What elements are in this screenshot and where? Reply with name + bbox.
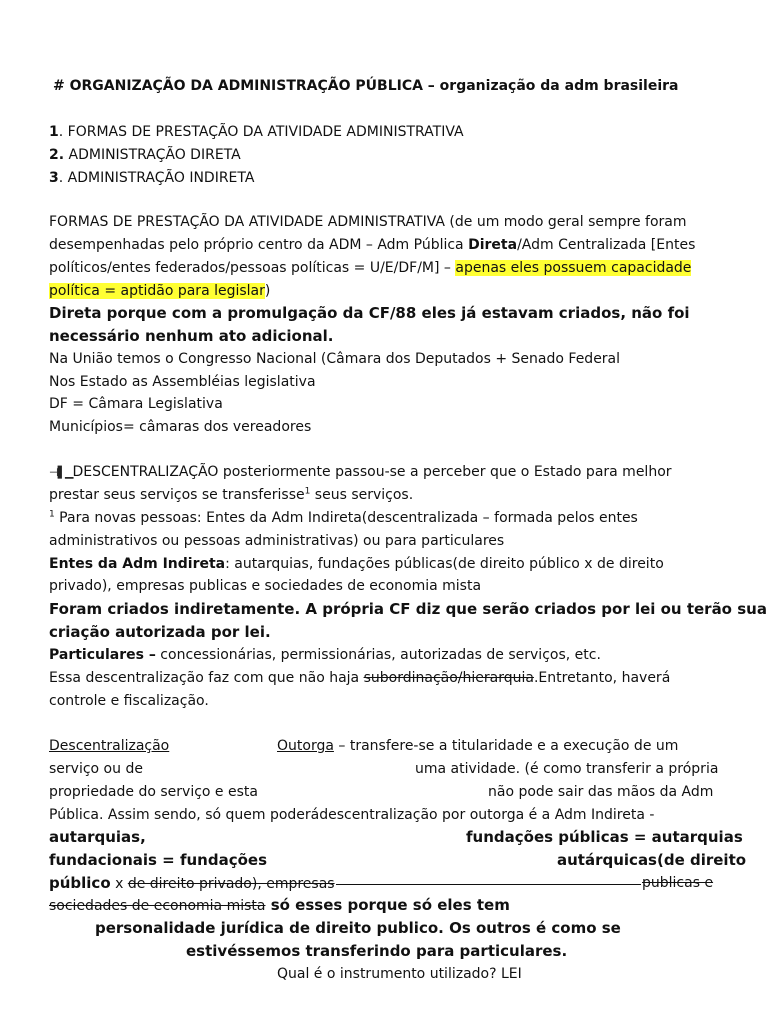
text-run: DESCENTRALIZAÇÃO posteriormente passou-se a perceber que o Estado para melhor	[72, 464, 672, 480]
highlighted-text: apenas eles possuem capacidade	[455, 260, 692, 276]
p2-line-4: administrativos ou pessoas administrativas) ou para particulares	[49, 533, 505, 549]
underlined-term: Outorga	[277, 738, 334, 754]
p3-line-5a: autarquias,	[49, 828, 146, 846]
p1-line-6: necessário nenhum ato adicional.	[49, 327, 334, 345]
text-run: desempenhadas pelo próprio centro da ADM – Adm Pública	[49, 237, 469, 253]
p1-line-10: Municípios= câmaras dos vereadores	[49, 419, 312, 435]
p3-line-4: Pública. Assim sendo, só quem poderádescentralização por outorga é a Adm Indireta -	[49, 807, 655, 823]
document-heading: # ORGANIZAÇÃO DA ADMINISTRAÇÃO PÚBLICA – organização da adm brasileira	[53, 78, 679, 94]
text-run: x	[110, 876, 128, 892]
p1-line-7: Na União temos o Congresso Nacional (Câmara dos Deputados + Senado Federal	[49, 351, 621, 367]
p1-line-9: DF = Câmara Legislativa	[49, 396, 223, 412]
p2-line-2	[49, 484, 413, 506]
outline-item-3	[49, 167, 254, 189]
text-run: políticos/entes federados/pessoas políticas = U/E/DF/M] –	[49, 260, 456, 276]
bold-term-direta: Direta	[468, 237, 518, 253]
p3-line-6a: fundacionais = fundações	[49, 851, 268, 869]
p2-line-9	[49, 644, 601, 666]
text-run: Essa descentralização faz com que não haja	[49, 670, 364, 686]
text-run: /Adm Centralizada [Entes	[517, 237, 696, 253]
p3-line-7a	[49, 872, 335, 895]
text-run: Para novas pessoas: Entes da Adm Indireta(descentralizada – formada pelos entes	[54, 510, 638, 526]
footnote-ref: 1	[49, 509, 55, 520]
underlined-heading: Descentralização	[49, 738, 170, 754]
p2-line-6: privado), empresas publicas e sociedades de economia mista	[49, 578, 482, 594]
bold-text: só esses porque só eles tem	[265, 896, 510, 914]
p1-line-3	[49, 257, 691, 279]
p2-line-1	[49, 461, 672, 484]
text-run: .Entretanto, haverá	[533, 670, 671, 686]
outline-number: 1	[49, 124, 59, 140]
struck-text: de direito privado), empresas	[127, 876, 335, 892]
text-run: prestar seus serviços se transferisse	[49, 487, 305, 503]
outline-text: . FORMAS DE PRESTAÇÃO DA ATIVIDADE ADMINISTRATIVA	[58, 124, 464, 140]
p2-line-10	[49, 667, 670, 689]
bold-term: público	[49, 874, 111, 892]
p2-line-3	[49, 507, 638, 529]
footnote-ref: 1	[304, 486, 311, 497]
outline-text: ADMINISTRAÇÃO DIRETA	[64, 147, 241, 163]
outline-text: . ADMINISTRAÇÃO INDIRETA	[58, 170, 255, 186]
anchor-marker-icon: ⊣▌▁	[49, 466, 73, 479]
bold-term: Entes da Adm Indireta	[49, 556, 226, 572]
p2-line-8: criação autorizada por lei.	[49, 623, 271, 641]
strike-line	[336, 884, 641, 885]
bold-term: Particulares –	[49, 647, 156, 663]
p3-line-3b: não pode sair das mãos da Adm	[488, 784, 714, 800]
struck-text: sociedades de economia mista	[49, 898, 266, 914]
text-run: – transfere-se a titularidade e a execução de um	[333, 738, 679, 754]
p1-line-5: Direta porque com a promulgação da CF/88 eles já estavam criados, não foi	[49, 304, 690, 322]
p3-line-11: Qual é o instrumento utilizado? LEI	[277, 966, 522, 982]
p2-line-11: controle e fiscalização.	[49, 693, 209, 709]
p1-line-1: FORMAS DE PRESTAÇÃO DA ATIVIDADE ADMINISTRATIVA (de um modo geral sempre foram	[49, 214, 687, 230]
highlighted-text: política = aptidão para legislar	[49, 283, 265, 299]
outline-item-1	[49, 121, 464, 143]
p1-line-8: Nos Estado as Assembléias legislativa	[49, 374, 316, 390]
p3-line-10: estivéssemos transferindo para particulares.	[186, 942, 568, 960]
text-run: )	[264, 283, 271, 299]
p3-line-7d: publicas e	[642, 875, 714, 891]
outline-item-2	[49, 144, 241, 166]
p3-line-1	[277, 735, 678, 757]
struck-text: subordinação/hierarquia	[363, 670, 534, 686]
p1-line-2	[49, 234, 695, 256]
p1-line-4	[49, 280, 270, 302]
outline-number: 3	[49, 170, 59, 186]
p3-line-9: personalidade jurídica de direito publico. Os outros é como se	[95, 919, 621, 937]
p3-line-2a: serviço ou de	[49, 761, 143, 777]
p3-line-5b: fundações públicas = autarquias	[466, 828, 743, 846]
p3-line-8	[49, 894, 510, 917]
p3-line-6b: autárquicas(de direito	[557, 851, 747, 869]
p3-line-3a: propriedade do serviço e esta	[49, 784, 258, 800]
p2-line-5	[49, 553, 664, 575]
p3-line-2b: uma atividade. (é como transferir a própria	[415, 761, 719, 777]
text-run: seus serviços.	[310, 487, 414, 503]
text-run: concessionárias, permissionárias, autorizadas de serviços, etc.	[155, 647, 601, 663]
text-run: : autarquias, fundações públicas(de direito público x de direito	[225, 556, 664, 572]
outline-number: 2.	[49, 147, 65, 163]
p2-line-7: Foram criados indiretamente. A própria CF diz que serão criados por lei ou terão sua	[49, 600, 767, 618]
